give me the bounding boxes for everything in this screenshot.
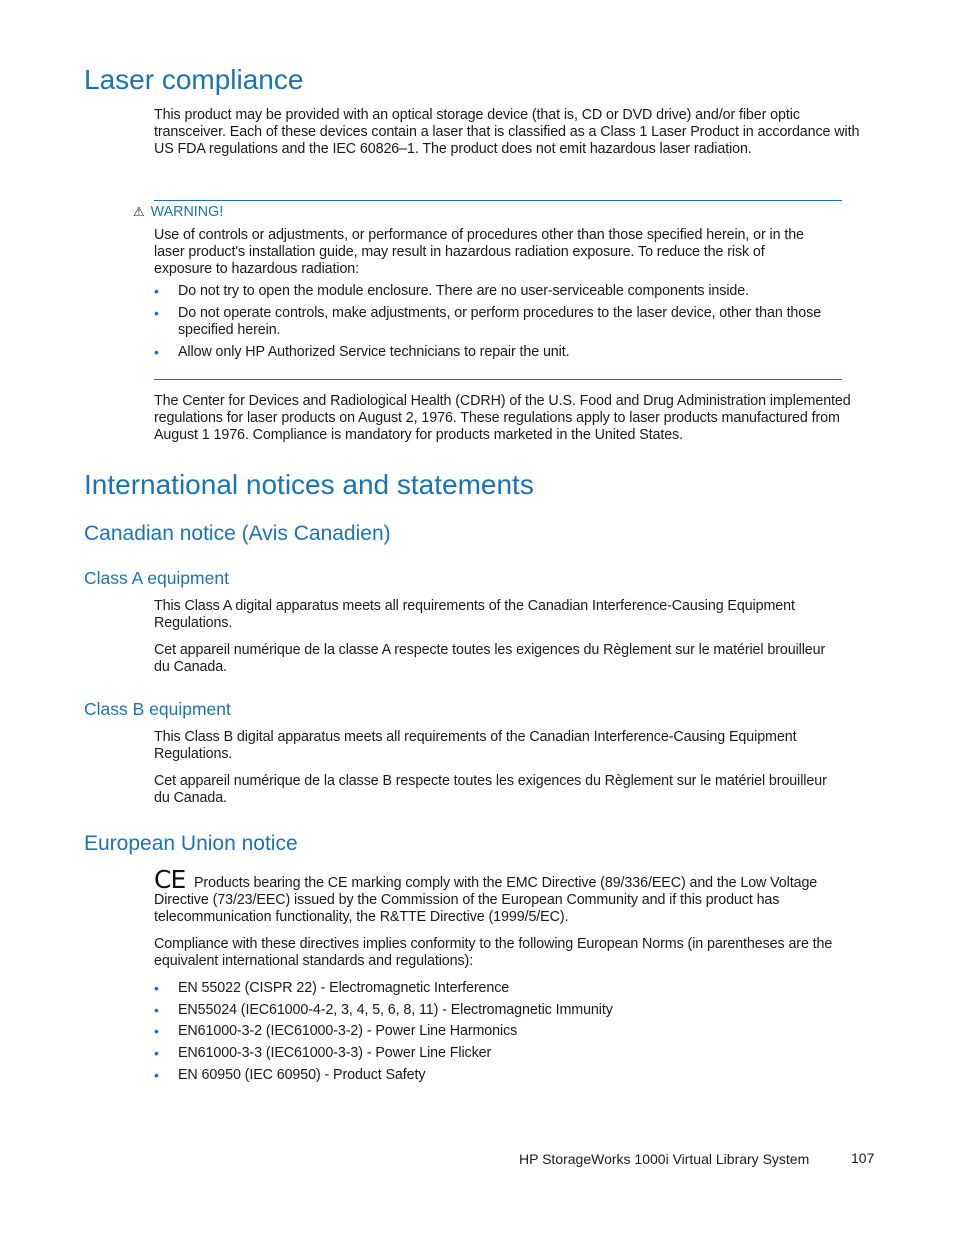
bullet-icon: •	[154, 980, 159, 996]
cdrh-paragraph: The Center for Devices and Radiological Health (CDRH) of the U.S. Food and Drug Administration implemented regulations for laser products on August 2, 1976. These regulations apply to laser products manufactured from August 1 1976. Compliance is mandatory for products marketed in the United States.	[154, 393, 851, 443]
list-item	[154, 1023, 838, 1040]
class-a-french-paragraph: Cet appareil numérique de la classe A respecte toutes les exigences du Règlement sur le matériel brouilleur du Canada.	[154, 642, 826, 675]
warning-label-text: WARNING!	[150, 204, 224, 220]
list-item	[154, 305, 838, 339]
ce-paragraph: Products bearing the CE marking comply with the EMC Directive (89/336/EEC) and the Low Voltage Directive (73/23/EEC) issued by the Commission of the European Community and if this product has telecommunication functionality, the R&TTE Directive (1999/5/EC).	[154, 875, 818, 925]
list-item-text: EN61000-3-2 (IEC61000-3-2) - Power Line Harmonics	[178, 1023, 518, 1039]
list-item	[154, 1045, 838, 1062]
bullet-icon: •	[154, 305, 159, 321]
class-b-english-paragraph: This Class B digital apparatus meets all requirements of the Canadian Interference-Causing Equipment Regulations.	[154, 729, 797, 762]
class-b-french-paragraph: Cet appareil numérique de la classe B respecte toutes les exigences du Règlement sur le matériel brouilleur du Canada.	[154, 773, 827, 806]
list-item-text: EN 60950 (IEC 60950) - Product Safety	[178, 1067, 426, 1083]
list-item	[154, 344, 838, 361]
compliance-paragraph: Compliance with these directives implies conformity to the following European Norms (in parentheses are the equivalent international standards and regulations):	[154, 936, 833, 969]
laser-intro-paragraph: This product may be provided with an optical storage device (that is, CD or DVD drive) and/or fiber optic transceiver. Each of these devices contain a laser that is classified as a Class 1 Laser Product in accordance with US FDA regulations and the IEC 60826–1. The product does not emit hazardous laser radiation.	[154, 107, 860, 157]
list-item-text: EN55024 (IEC61000-4-2, 3, 4, 5, 6, 8, 11) - Electromagnetic Immunity	[178, 1002, 613, 1018]
list-item	[154, 980, 838, 997]
list-item-text: Allow only HP Authorized Service technicians to repair the unit.	[178, 344, 570, 360]
class-a-heading: Class A equipment	[84, 568, 229, 588]
list-item	[154, 1002, 838, 1019]
list-item-text: EN61000-3-3 (IEC61000-3-3) - Power Line Flicker	[178, 1045, 492, 1061]
bullet-icon: •	[154, 283, 159, 299]
warning-triangle-icon: ⚠	[133, 204, 145, 219]
warning-label	[133, 203, 223, 221]
ce-mark-icon: CE	[154, 865, 186, 894]
warning-paragraph: Use of controls or adjustments, or performance of procedures other than those specified herein, or in the laser product's installation guide, may result in hazardous radiation exposure. To reduce the risk of exposure to hazardous radiation:	[154, 227, 804, 277]
international-notices-heading: International notices and statements	[84, 469, 534, 500]
list-item-text: EN 55022 (CISPR 22) - Electromagnetic Interference	[178, 980, 510, 996]
list-item	[154, 1067, 838, 1084]
warning-top-rule	[154, 200, 842, 201]
list-item	[154, 283, 838, 300]
canadian-notice-heading: Canadian notice (Avis Canadien)	[84, 522, 391, 545]
bullet-icon: •	[154, 1067, 159, 1083]
eu-notice-heading: European Union notice	[84, 832, 298, 855]
class-b-heading: Class B equipment	[84, 699, 231, 719]
class-a-english-paragraph: This Class A digital apparatus meets all requirements of the Canadian Interference-Causing Equipment Regulations.	[154, 598, 795, 631]
footer-product-name: HP StorageWorks 1000i Virtual Library System	[519, 1151, 810, 1167]
list-item-text: Do not try to open the module enclosure. There are no user-serviceable components inside.	[178, 283, 749, 299]
bullet-icon: •	[154, 344, 159, 360]
warning-bottom-rule	[154, 379, 842, 380]
page-number: 107	[851, 1150, 875, 1166]
bullet-icon: •	[154, 1002, 159, 1018]
laser-compliance-heading: Laser compliance	[84, 64, 304, 95]
list-item-text: Do not operate controls, make adjustments, or perform procedures to the laser device, other than those specified herein.	[178, 305, 822, 338]
bullet-icon: •	[154, 1023, 159, 1039]
bullet-icon: •	[154, 1045, 159, 1061]
